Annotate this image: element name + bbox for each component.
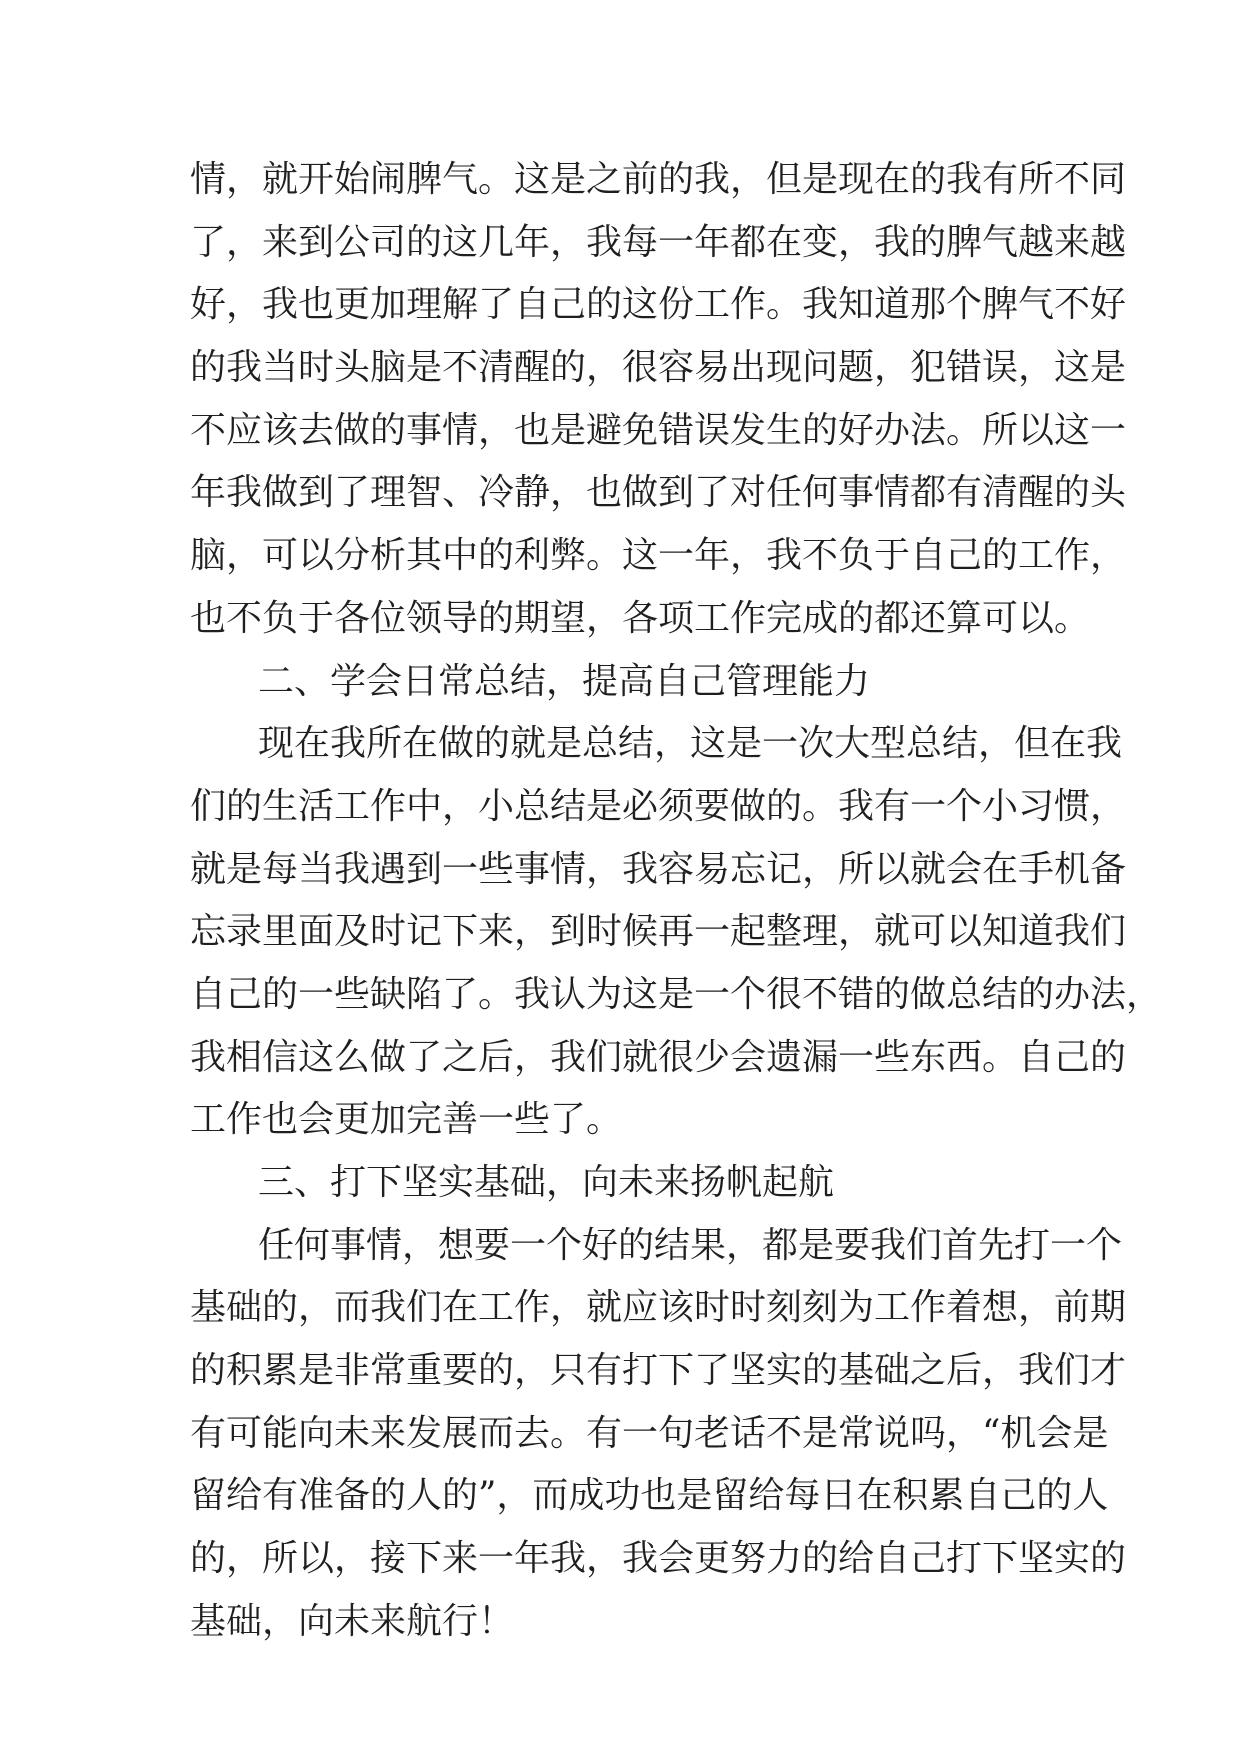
- paragraph-line: 基础的，而我们在工作，就应该时时刻刻为工作着想，前期: [190, 1287, 1127, 1329]
- paragraph-line: 好，我也更加理解了自己的这份工作。我知道那个脾气不好: [190, 284, 1127, 326]
- section-heading: 二、学会日常总结，提高自己管理能力: [258, 660, 871, 702]
- section-heading: 三、打下坚实基础，向未来扬帆起航: [258, 1162, 835, 1203]
- paragraph-line: 忘录里面及时记下来，到时候再一起整理，就可以知道我们: [190, 911, 1127, 953]
- paragraph-line: 自己的一些缺陷了。我认为这是一个很不错的做总结的办法，: [190, 973, 1163, 1015]
- paragraph-line: 年我做到了理智、冷静，也做到了对任何事情都有清醒的头: [190, 472, 1127, 514]
- paragraph-line: 的积累是非常重要的，只有打下了坚实的基础之后，我们才: [190, 1350, 1127, 1392]
- paragraph-line: 不应该去做的事情，也是避免错误发生的好办法。所以这一: [190, 409, 1127, 451]
- paragraph-line: 我相信这么做了之后，我们就很少会遗漏一些东西。自己的: [190, 1036, 1127, 1078]
- paragraph-line: 有可能向未来发展而去。有一句老话不是常说吗，“机会是: [190, 1412, 1109, 1454]
- paragraph-line: 工作也会更加完善一些了。: [190, 1099, 623, 1141]
- paragraph-line: 现在我所在做的就是总结，这是一次大型总结，但在我: [258, 723, 1123, 765]
- paragraph-line: 留给有准备的人的”，而成功也是留给每日在积累自己的人: [190, 1475, 1109, 1517]
- paragraph-line: 情，就开始闹脾气。这是之前的我，但是现在的我有所不同: [190, 159, 1127, 200]
- paragraph-line: 们的生活工作中，小总结是必须要做的。我有一个小习惯，: [190, 785, 1127, 827]
- paragraph-line: 的我当时头脑是不清醒的，很容易出现问题，犯错误，这是: [190, 347, 1127, 389]
- paragraph-line: 也不负于各位领导的期望，各项工作完成的都还算可以。: [190, 597, 1091, 639]
- document-body: [190, 157, 1163, 1662]
- paragraph-line: 的，所以，接下来一年我，我会更努力的给自己打下坚实的: [190, 1538, 1127, 1580]
- paragraph-line: 任何事情，想要一个好的结果，都是要我们首先打一个: [258, 1224, 1123, 1266]
- paragraph-line: 就是每当我遇到一些事情，我容易忘记，所以就会在手机备: [190, 848, 1127, 890]
- paragraph-line: 脑，可以分析其中的利弊。这一年，我不负于自己的工作，: [190, 535, 1127, 577]
- paragraph-line: 了，来到公司的这几年，我每一年都在变，我的脾气越来越: [190, 221, 1127, 263]
- paragraph-line: 基础，向未来航行！: [190, 1600, 515, 1642]
